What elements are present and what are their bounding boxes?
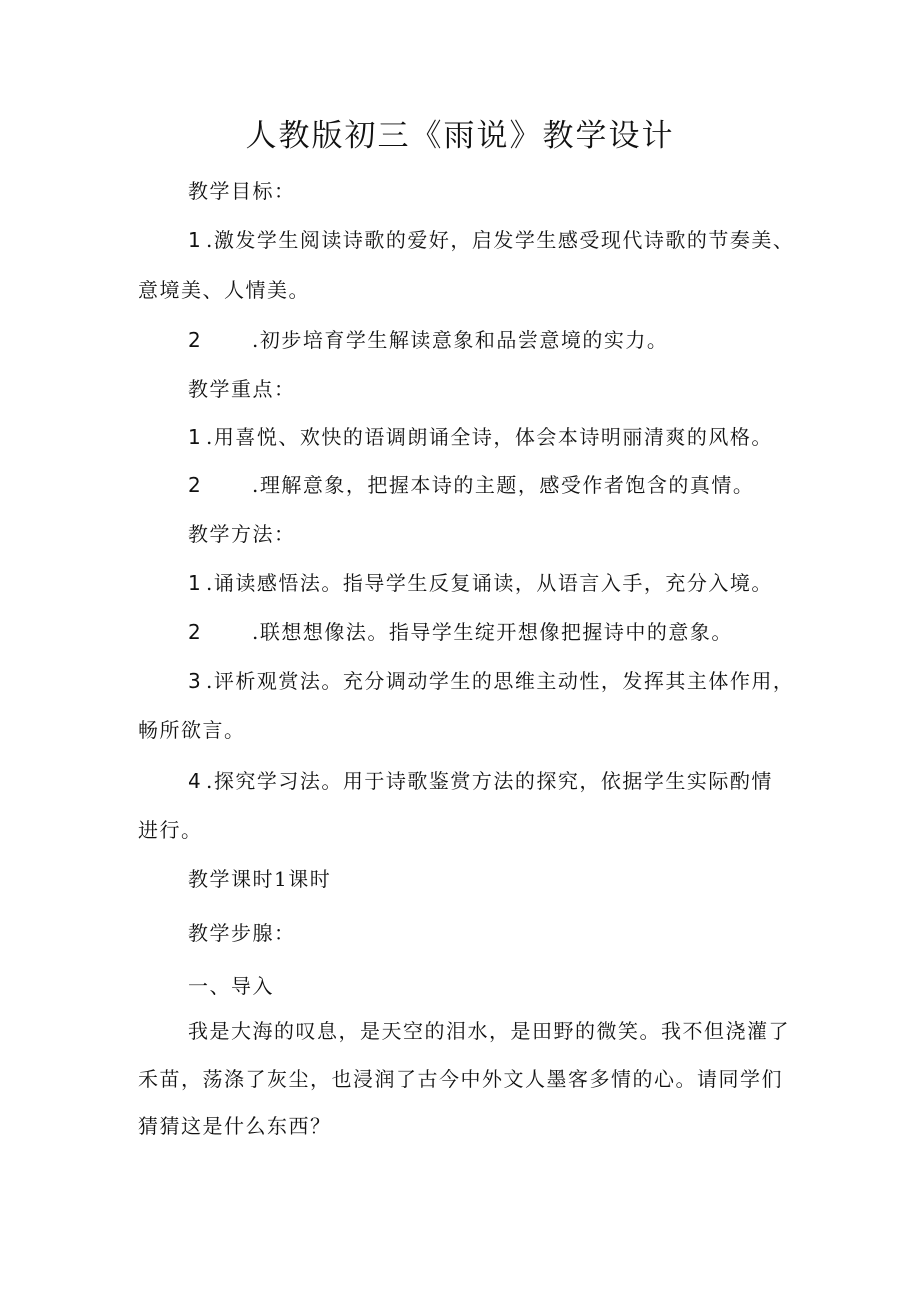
method-4-text: .探究学习法。用于诗歌鉴赏方法的探究，依据学生实际酌情	[206, 769, 773, 793]
keypoint-1-text: .用喜悦、欢快的语调朗诵全诗，体会本诗明丽清爽的风格。	[206, 425, 773, 449]
objective-1-number: 1	[188, 228, 203, 252]
method-3	[188, 665, 848, 694]
objective-1	[188, 224, 848, 253]
method-1-text: .诵读感悟法。指导学生反复诵读，从语言入手，充分入境。	[206, 571, 773, 595]
method-4-number: 4	[188, 769, 203, 793]
steps-heading: 教学步腺：	[188, 921, 296, 945]
method-1	[188, 567, 848, 596]
method-1-number: 1	[188, 571, 203, 595]
method-4	[188, 765, 848, 794]
method-4-continuation: 进行。	[138, 818, 203, 842]
keypoint-2-number: 2	[188, 473, 203, 497]
methods-heading: 教学方法：	[188, 522, 296, 546]
objective-1-text: .激发学生阅读诗歌的爱好，启发学生感受现代诗歌的节奏美、	[206, 228, 795, 252]
method-2	[188, 616, 848, 645]
objective-2-number: 2	[188, 328, 203, 352]
objectives-heading: 教学目标：	[188, 179, 296, 203]
class-hours: 教学课时1课时	[188, 867, 332, 891]
keypoint-1-number: 1	[188, 425, 203, 449]
method-2-number: 2	[188, 620, 203, 644]
objective-1-continuation: 意境美、人情美。	[138, 278, 310, 302]
method-3-number: 3	[188, 669, 203, 693]
document-title: 人教版初三《雨说》教学设计	[245, 118, 675, 154]
objective-2	[188, 324, 848, 353]
intro-paragraph-line-1: 我是大海的叹息，是天空的泪水，是田野的微笑。我不但浇灌了	[188, 1019, 790, 1043]
method-2-text: .联想想像法。指导学生绽开想像把握诗中的意象。	[252, 620, 733, 644]
keypoint-2	[188, 469, 848, 498]
keypoint-1	[188, 421, 848, 450]
method-3-continuation: 畅所欲言。	[138, 718, 246, 742]
objective-2-text: .初步培育学生解读意象和品尝意境的实力。	[252, 328, 669, 352]
keypoint-2-text: .理解意象，把握本诗的主题，感受作者饱含的真情。	[252, 473, 755, 497]
intro-paragraph-line-2: 禾苗，荡涤了灰尘，也浸润了古今中外文人墨客多情的心。请同学们	[138, 1067, 783, 1091]
step-1-heading: 一、导入	[188, 974, 274, 998]
method-3-text: .评析观赏法。充分调动学生的思维主动性，发挥其主体作用，	[206, 669, 795, 693]
intro-paragraph-line-3: 猜猜这是什么东西？	[138, 1114, 332, 1138]
keypoints-heading: 教学重点：	[188, 377, 296, 401]
